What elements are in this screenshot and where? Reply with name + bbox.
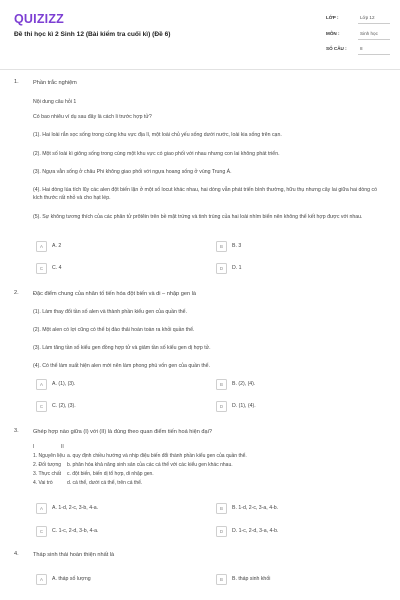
- option-letter-box: B: [216, 574, 227, 585]
- question-line: (4). Hai dòng lúa tích lũy các alen đột biến lặn ở một số locut khác nhau, hai dòng vẫn phát triển bình thường, hữu thụ nhưng cây lai giữa hai dòng có kích thước rất nhỏ và cho hạt lép.: [33, 187, 377, 202]
- meta-underline: [358, 54, 390, 55]
- option-letter-box: B: [216, 241, 227, 252]
- pair-right: b. phân hóa khả năng sinh sản của các cá thể với các kiểu gen khác nhau.: [67, 462, 233, 468]
- option-letter-box: D: [216, 526, 227, 537]
- pair-left: 4. Vai trò: [33, 480, 53, 486]
- exam-title: Đề thi học kì 2 Sinh 12 (Bài kiểm tra cuối kì) (Đề 6): [14, 31, 171, 38]
- question-line: (2). Một số loài kì giông sống trong cùng một khu vực có giao phối với nhau nhưng con lai không phát triển.: [33, 151, 280, 157]
- option-letter-box: B: [216, 503, 227, 514]
- pair-right: a. quy định chiều hướng và nhịp điệu biến đổi thành phần kiểu gen của quần thể.: [67, 453, 247, 459]
- option-letter-box: C: [36, 263, 47, 274]
- pair-left: I: [33, 444, 35, 450]
- option-text: D. (1), (4).: [232, 402, 256, 409]
- option-text: A. 1-d, 2-c, 3-b, 4-a.: [52, 504, 99, 511]
- option-text: C. 4: [52, 264, 62, 271]
- question-number: 2.: [14, 290, 19, 296]
- pair-left: 2. Đối tượng: [33, 462, 62, 468]
- meta-question-count: [326, 46, 390, 60]
- question-line: (2). Một alen có lợi cũng có thể bị đào thải hoàn toàn ra khỏi quần thể.: [33, 327, 195, 333]
- option-text: B. 1-d, 2-c, 3-a, 4-b.: [232, 504, 279, 511]
- meta-underline: [358, 23, 390, 24]
- meta-label: LỚP :: [326, 15, 339, 20]
- meta-subject: [326, 31, 390, 45]
- option-text: C. (2), (3).: [52, 402, 76, 409]
- option-letter-box: D: [216, 401, 227, 412]
- option-letter-box: B: [216, 379, 227, 390]
- option-letter-box: A: [36, 241, 47, 252]
- meta-label: SỐ CÂU :: [326, 46, 347, 51]
- question-number: 3.: [14, 428, 19, 434]
- question-line: (5). Sự không tương thích của các phân tử prôtêin trên bề mặt trứng và tinh trùng của hai loài nhím biển nên không thể kết hợp được với nhau.: [33, 214, 363, 220]
- option-text: D. 1-c, 2-d, 3-a, 4-b.: [232, 527, 279, 534]
- option-text: B. tháp sinh khối: [232, 575, 271, 582]
- pair-left: 1. Nguyên liệu: [33, 453, 65, 459]
- question-title: Tháp sinh thái hoàn thiện nhất là: [33, 552, 115, 558]
- question-title: Phần trắc nghiệm: [33, 80, 77, 86]
- header-divider: [0, 69, 400, 70]
- meta-value: Lớp 12: [360, 15, 375, 20]
- question-number: 4.: [14, 551, 19, 557]
- question-line: (4). Có thể làm xuất hiện alen mới nên làm phong phú vốn gen của quần thể.: [33, 363, 211, 369]
- question-line: Nội dung câu hỏi 1: [33, 99, 77, 105]
- meta-value: Sinh học: [360, 31, 378, 36]
- meta-label: MÔN :: [326, 31, 340, 36]
- option-letter-box: A: [36, 503, 47, 514]
- option-text: B. (2), (4).: [232, 380, 256, 387]
- option-text: D. 1: [232, 264, 242, 271]
- option-text: A. (1), (3).: [52, 380, 76, 387]
- option-letter-box: A: [36, 379, 47, 390]
- option-letter-box: A: [36, 574, 47, 585]
- option-text: B. 3: [232, 242, 242, 249]
- pair-right: c. đột biến, biến dị tổ hợp, di nhập gen.: [67, 471, 154, 477]
- option-text: A. 2: [52, 242, 62, 249]
- meta-class: [326, 15, 390, 29]
- question-line: (3). Làm tăng tần số kiểu gen đồng hợp tử và giảm tần số kiểu gen dị hợp tử.: [33, 345, 211, 351]
- question-title: Đặc điểm chung của nhân tố tiến hóa đột biến và di – nhập gen là: [33, 291, 196, 297]
- question-line: Có bao nhiêu ví dụ sau đây là cách li trước hợp tử?: [33, 114, 152, 120]
- quizizz-logo: QUIZIZZ: [14, 12, 65, 26]
- option-letter-box: C: [36, 526, 47, 537]
- option-text: A. tháp số lượng: [52, 575, 91, 582]
- question-line: (1). Làm thay đổi tần số alen và thành phần kiểu gen của quần thể.: [33, 309, 188, 315]
- question-title: Ghép hợp nào giữa (I) với (II) là đúng theo quan điểm tiến hoá hiện đại?: [33, 429, 213, 435]
- pair-left: 3. Thực chất: [33, 471, 61, 477]
- option-letter-box: D: [216, 263, 227, 274]
- question-line: (3). Ngựa vằn sống ở châu Phi không giao phối với ngựa hoang sống ở vùng Trung Á.: [33, 169, 232, 175]
- question-line: (1). Hai loài rắn sọc sống trong cùng khu vực địa lí, một loài chủ yếu sống dưới nước, loài kia sống trên cạn.: [33, 132, 282, 138]
- pair-right: II: [61, 444, 64, 450]
- question-number: 1.: [14, 79, 19, 85]
- meta-value: 8: [360, 46, 363, 51]
- meta-underline: [358, 39, 390, 40]
- worksheet-header: [0, 0, 400, 70]
- option-text: C. 1-c, 2-d, 3-b, 4-a.: [52, 527, 99, 534]
- pair-right: d. cá thể, dưới cá thể, trên cá thể.: [67, 480, 143, 486]
- option-letter-box: C: [36, 401, 47, 412]
